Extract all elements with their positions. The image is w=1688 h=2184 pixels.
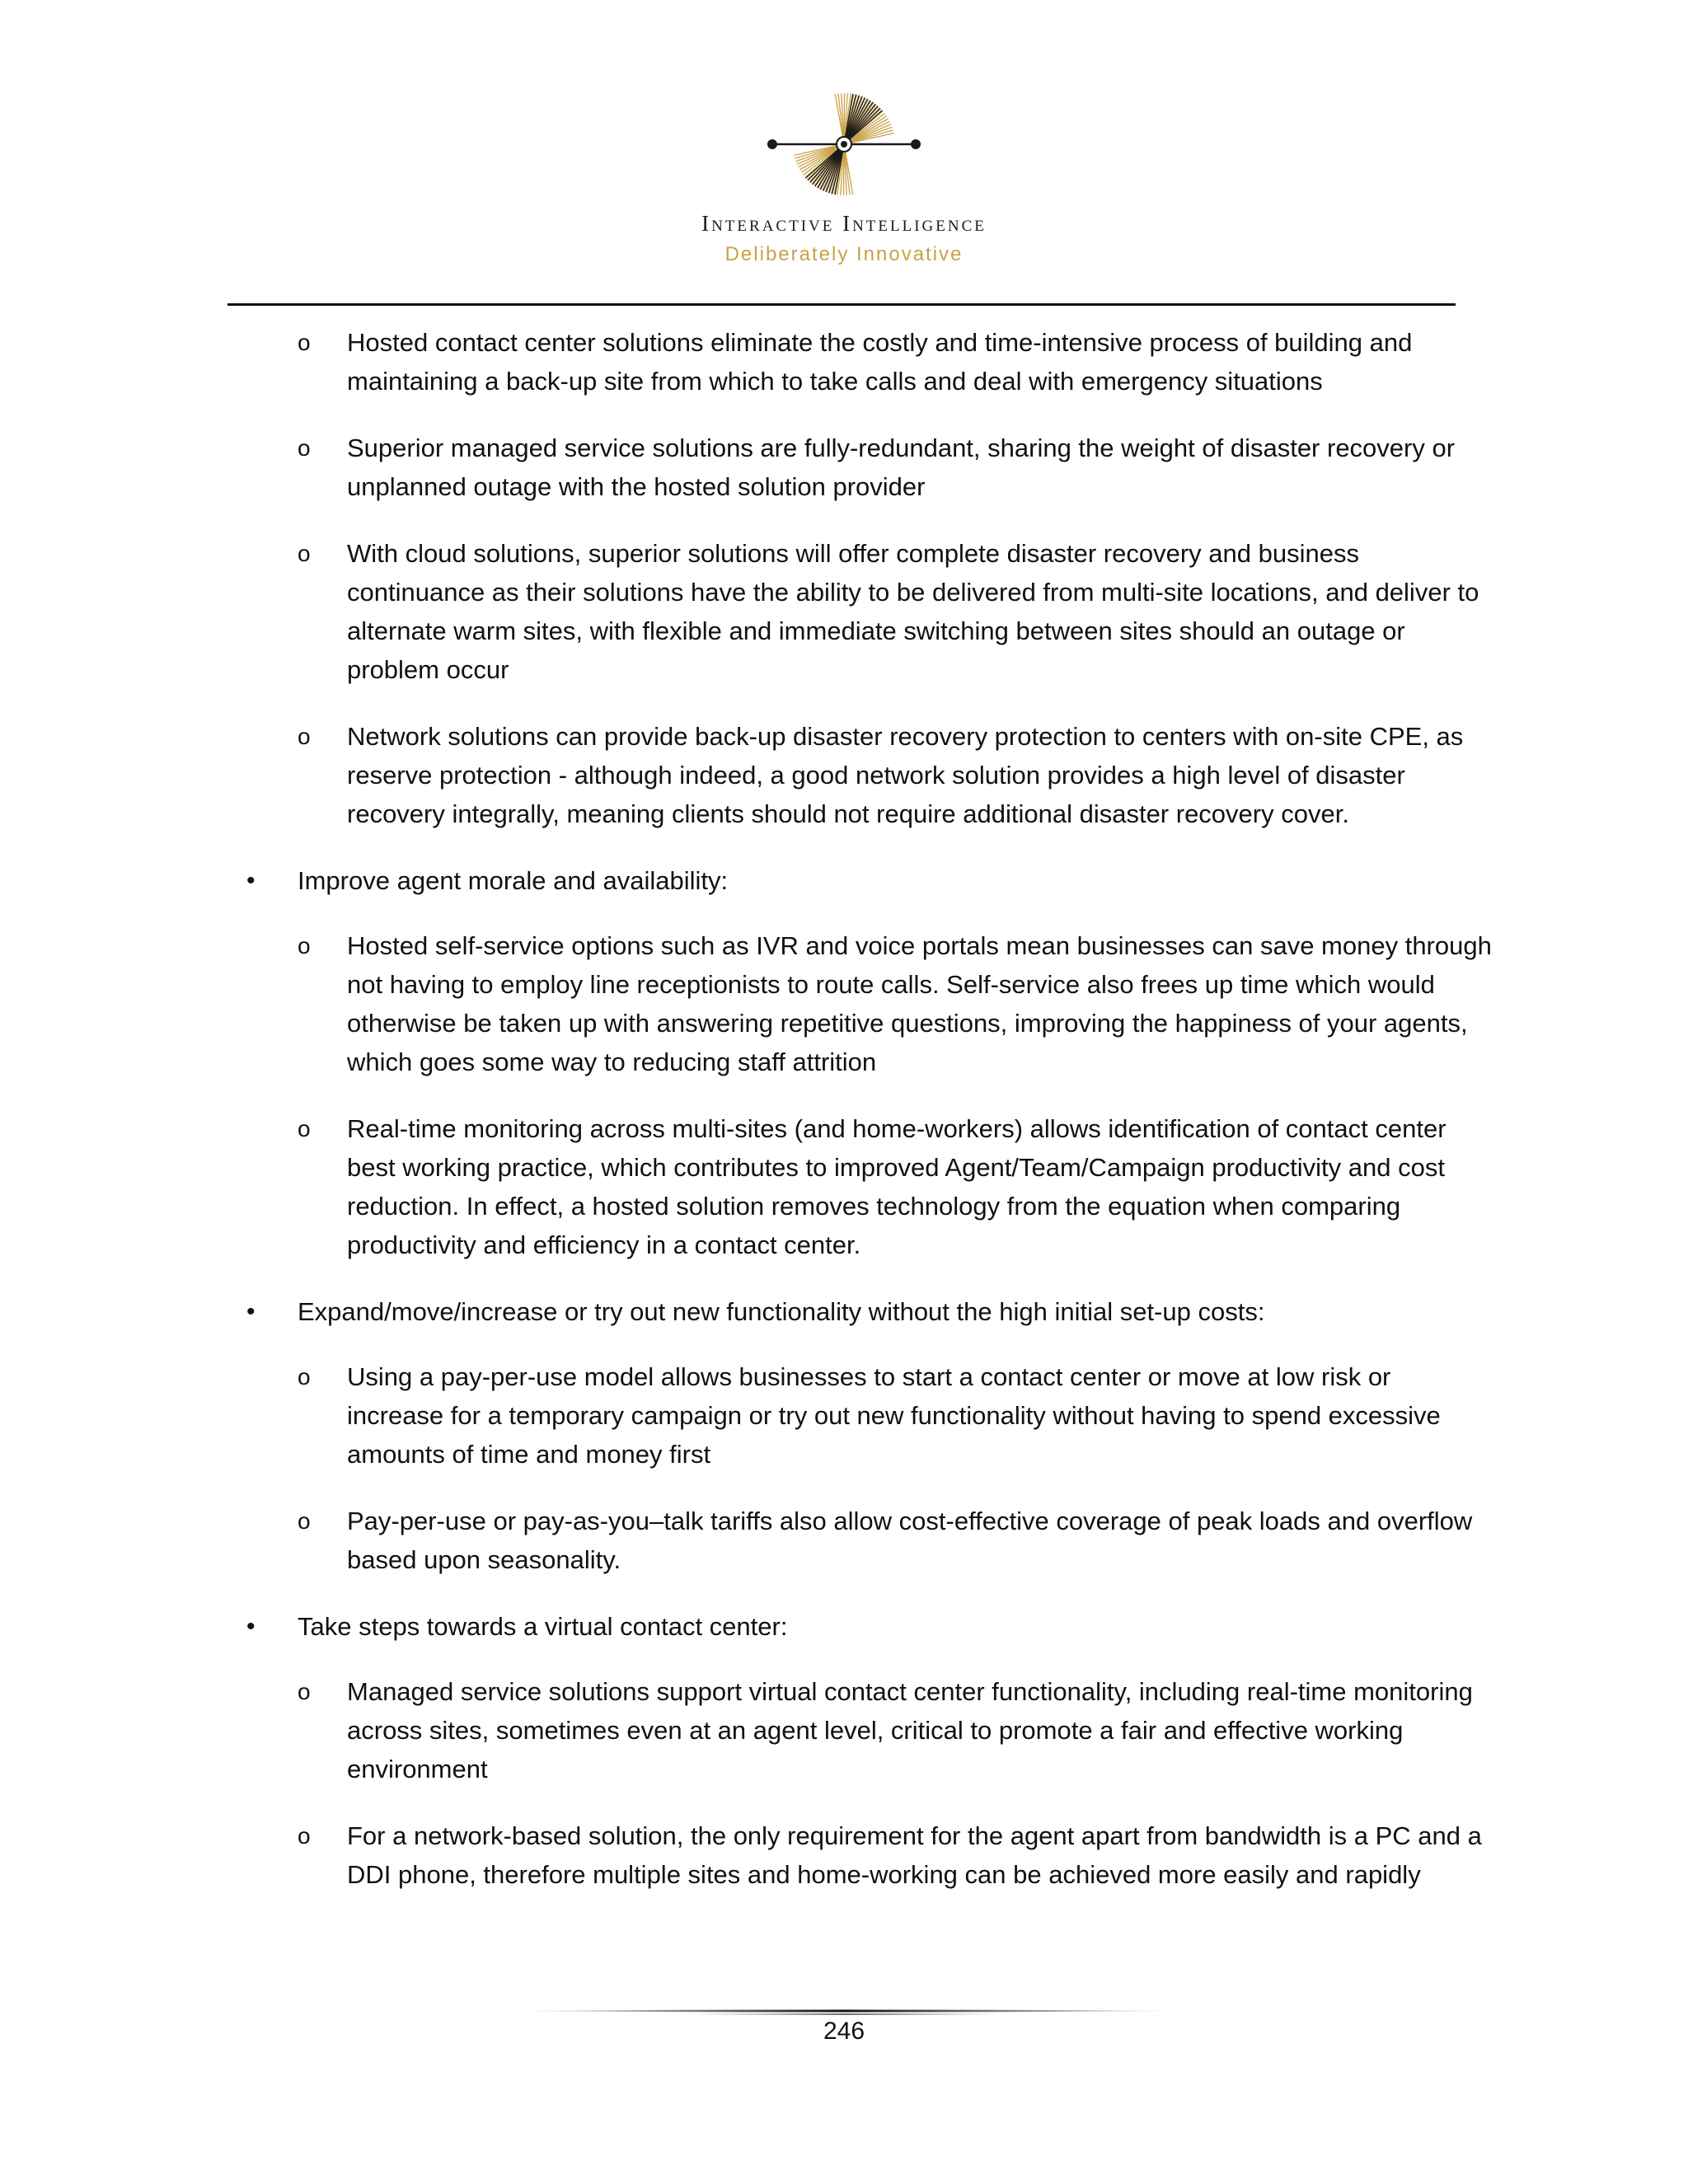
bullet-icon: • [246, 1613, 256, 1640]
page-header [0, 82, 1688, 266]
sub-bullet-icon: o [298, 1364, 311, 1390]
list-item-text: Real-time monitoring across multi-sites (and home-workers) allows identification of contact center best working practice, which contributes to improved Agent/Team/Campaign productivity and cost reduction. In effect, a hosted solution removes technology from the equation when comparing productivity and efficiency in a contact center. [347, 1114, 1447, 1259]
bullet-icon: • [246, 1298, 256, 1325]
list-item-text: Hosted contact center solutions eliminate the costly and time-intensive process of building and maintaining a back-up site from which to take calls and deal with emergency situations [347, 328, 1413, 396]
sub-list-item [298, 1357, 1493, 1474]
sub-list-item [298, 429, 1493, 506]
bullet-list-item [246, 861, 1493, 900]
sub-bullet-icon: o [298, 1116, 311, 1141]
company-tagline: Deliberately Innovative [724, 243, 964, 265]
list-item-text: Take steps towards a virtual contact center: [298, 1612, 788, 1641]
header-divider [227, 303, 1456, 306]
document-body [0, 323, 1688, 1922]
list-item-text: Network solutions can provide back-up disaster recovery protection to centers with on-site CPE, as reserve protection - although indeed, a good network solution provides a high level of disaster recovery integrally, meaning clients should not require additional disaster recovery cover. [347, 722, 1464, 828]
sub-bullet-icon: o [298, 541, 311, 566]
page-number: 246 [823, 2018, 865, 2045]
sub-list-item [298, 717, 1493, 833]
list-item-text: Hosted self-service options such as IVR and voice portals mean businesses can save money through not having to employ line receptionists to route calls. Self-service also frees up time which would otherwise be taken up with answering repetitive questions, improving the happiness of your agents, which goes some way to reducing staff attrition [347, 931, 1492, 1076]
sub-list-item [298, 534, 1493, 689]
sub-bullet-icon: o [298, 330, 311, 355]
sub-list-item [298, 323, 1493, 401]
list-item-text: Expand/move/increase or try out new functionality without the high initial set-up costs: [298, 1297, 1265, 1326]
sub-list-item [298, 1672, 1493, 1788]
company-logo-icon [766, 82, 922, 206]
list-item-text: With cloud solutions, superior solutions will offer complete disaster recovery and business continuance as their solutions have the ability to be delivered from multi-site locations, and deliver to alternate warm sites, with flexible and immediate switching between sites should an outage or problem occur [347, 539, 1479, 684]
bullet-list-item [246, 1292, 1493, 1331]
list-item-text: Using a pay-per-use model allows businesses to start a contact center or move at low risk or increase for a temporary campaign or try out new functionality without having to spend excessive amounts of time and money first [347, 1362, 1441, 1469]
sub-bullet-icon: o [298, 1823, 311, 1849]
bullet-list-item [246, 1607, 1493, 1646]
sub-list-item [298, 1816, 1493, 1894]
sub-bullet-icon: o [298, 933, 311, 958]
list-item-text: Improve agent morale and availability: [298, 866, 729, 895]
sub-list-item [298, 1109, 1493, 1264]
sub-bullet-icon: o [298, 1679, 311, 1704]
list-item-text: Superior managed service solutions are fully-redundant, sharing the weight of disaster recovery or unplanned outage with the hosted solution provider [347, 434, 1456, 501]
sub-bullet-icon: o [298, 435, 311, 461]
list-item-text: Pay-per-use or pay-as-you–talk tariffs also allow cost-effective coverage of peak loads and overflow based upon seasonality. [347, 1507, 1473, 1574]
sub-list-item [298, 926, 1493, 1081]
list-item-text: Managed service solutions support virtual contact center functionality, including real-time monitoring across sites, sometimes even at an agent level, critical to promote a fair and effective working environment [347, 1677, 1473, 1783]
company-name: Interactive Intelligence [701, 211, 987, 236]
bullet-icon: • [246, 867, 256, 894]
list-item-text: For a network-based solution, the only requirement for the agent apart from bandwidth is a PC and a DDI phone, therefore multiple sites and home-working can be achieved more easily and rapidly [347, 1821, 1482, 1889]
sub-bullet-icon: o [298, 724, 311, 749]
sub-bullet-icon: o [298, 1508, 311, 1534]
sub-list-item [298, 1502, 1493, 1579]
